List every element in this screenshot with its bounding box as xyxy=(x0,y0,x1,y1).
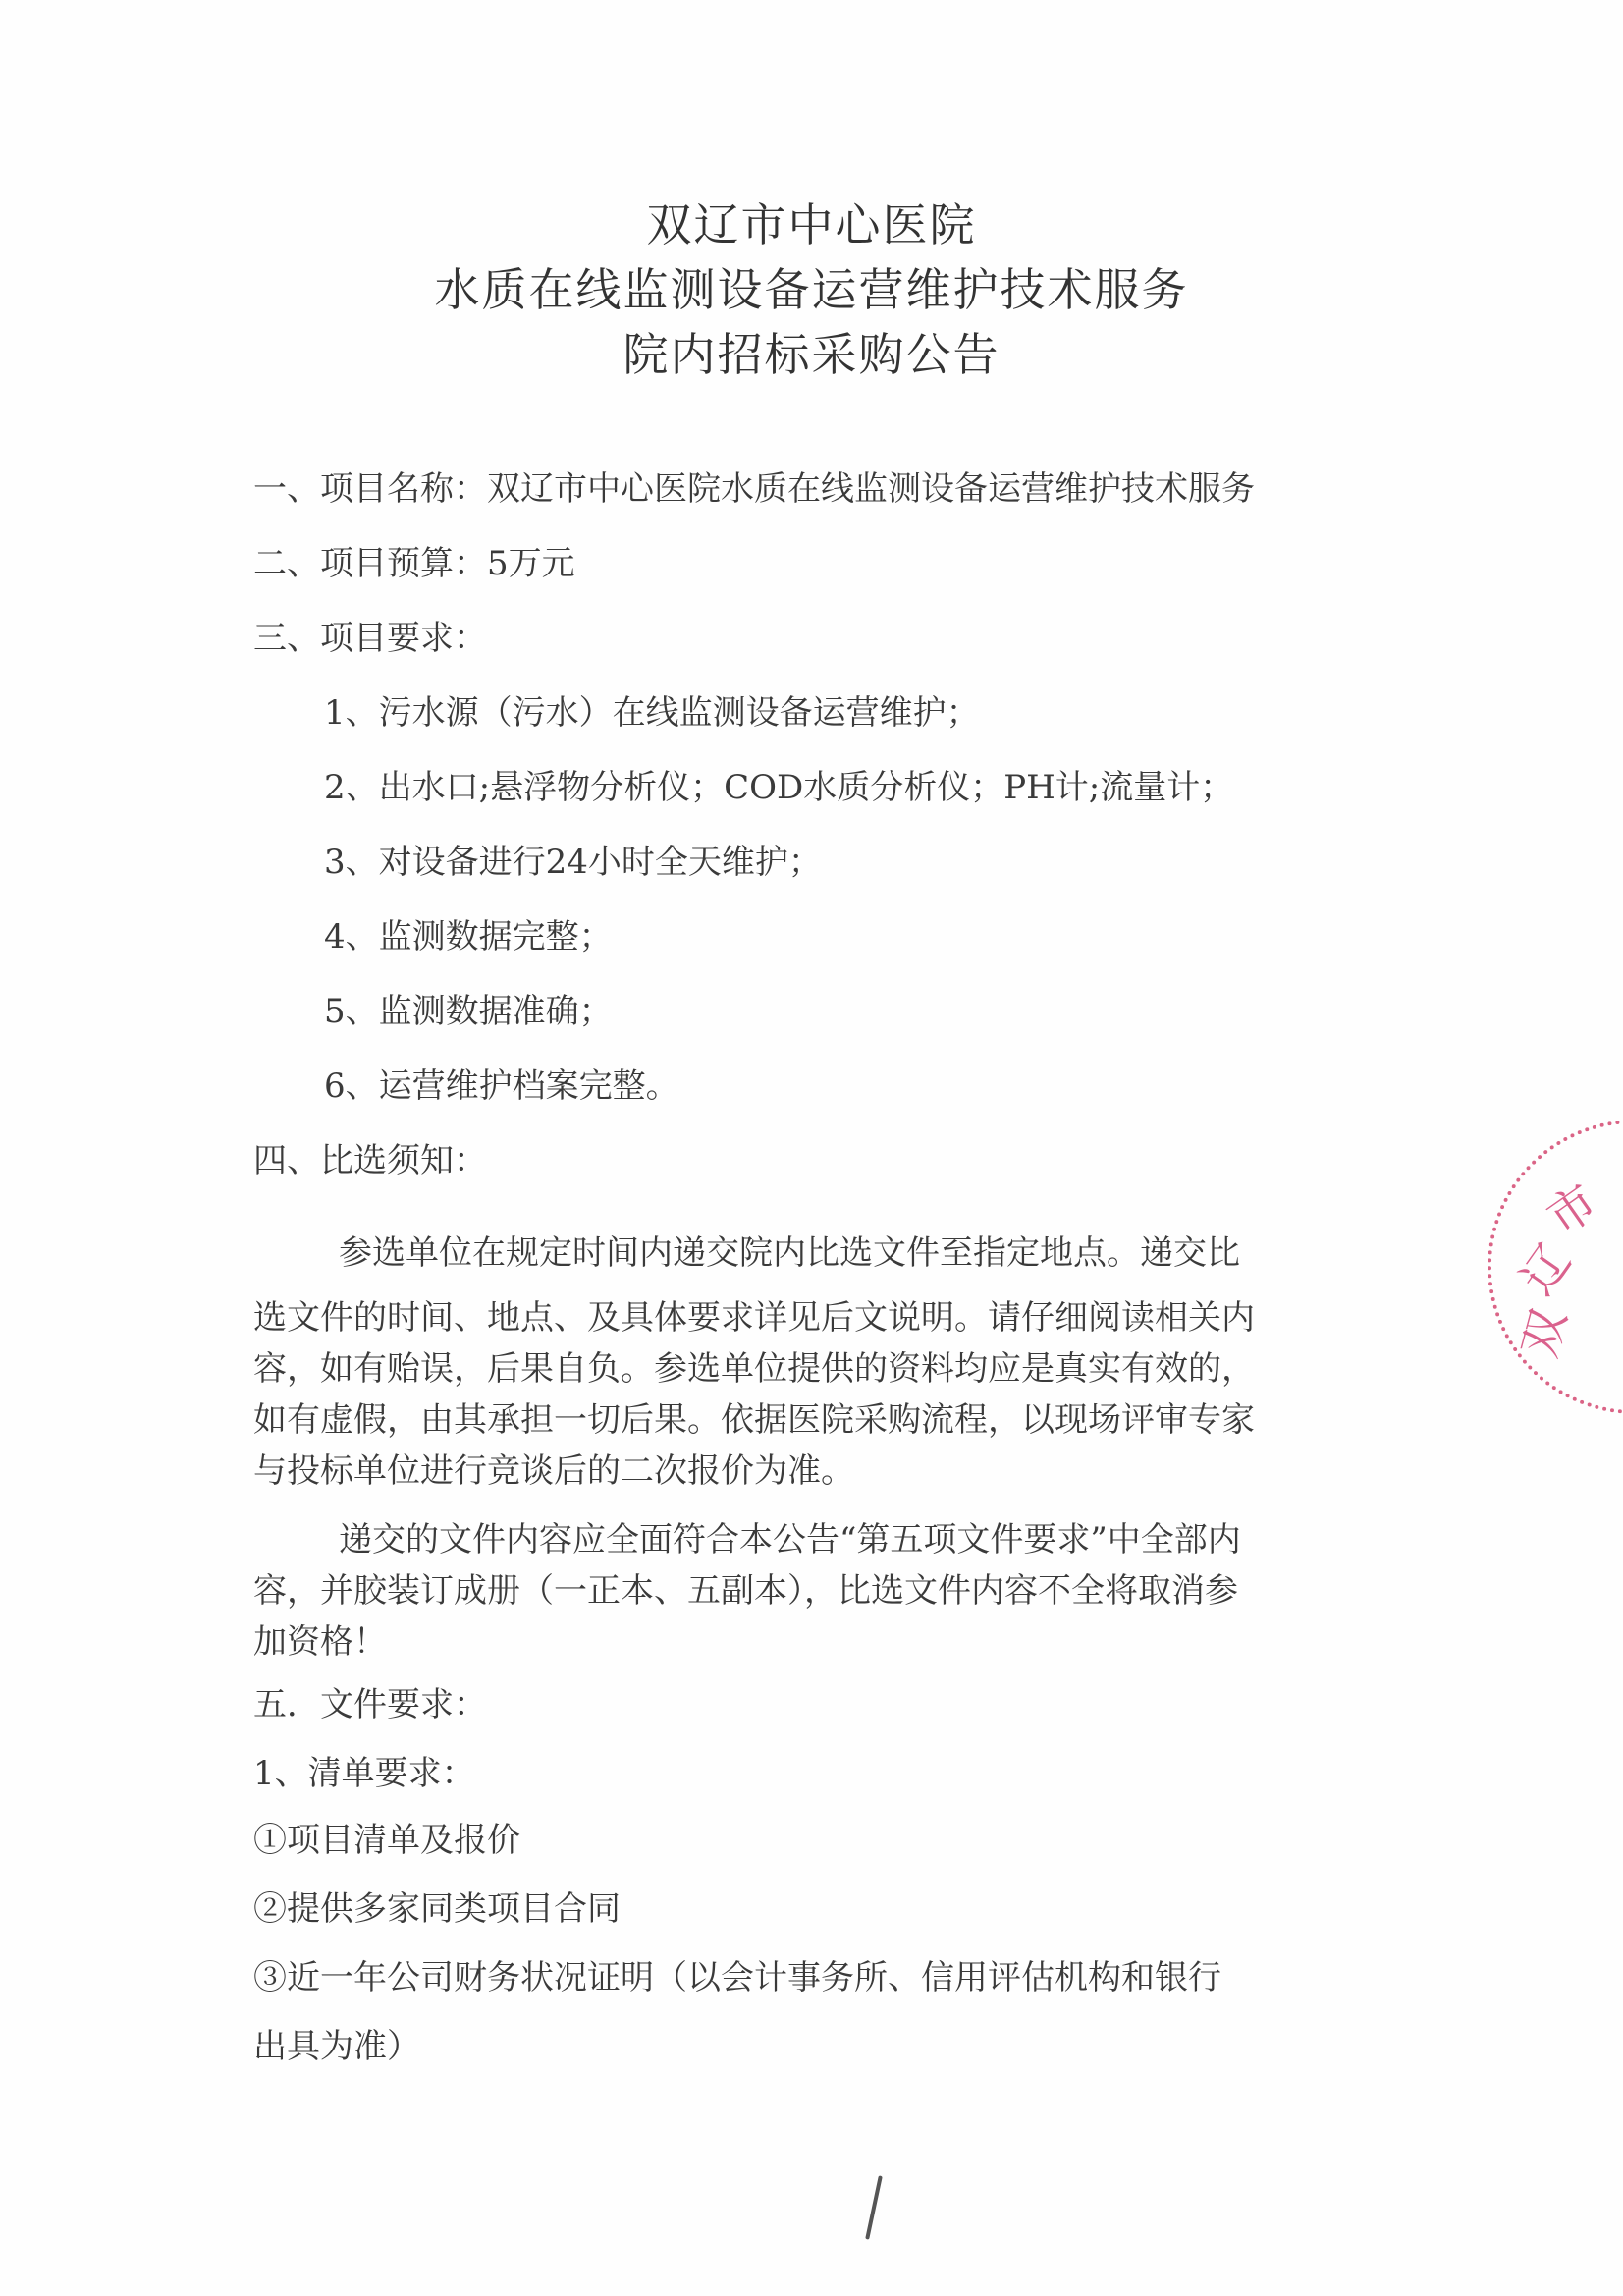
title-service-name: 水质在线监测设备运营维护技术服务 xyxy=(434,263,1189,316)
notice-paragraph-line: 参选单位在规定时间内递交院内比选文件至指定地点。递交比 xyxy=(339,1233,1240,1273)
section-requirements-heading: 三、项目要求： xyxy=(253,619,487,658)
requirement-item: 2、出水口;悬浮物分析仪；COD水质分析仪；PH计;流量计； xyxy=(324,768,1234,807)
subsection-list-requirements: 1、清单要求： xyxy=(253,1754,475,1793)
document-requirement-item: ①项目清单及报价 xyxy=(253,1821,520,1860)
section-document-requirements-heading: 五．文件要求： xyxy=(253,1685,487,1724)
title-hospital-name: 双辽市中心医院 xyxy=(646,198,977,251)
notice-paragraph-line: 递交的文件内容应全面符合本公告“第五项文件要求”中全部内 xyxy=(339,1520,1241,1559)
notice-paragraph-line: 如有虚假，由其承担一切后果。依据医院采购流程，以现场评审专家 xyxy=(253,1400,1255,1440)
section-bidding-notice-heading: 四、比选须知： xyxy=(253,1141,487,1180)
notice-paragraph-line: 与投标单位进行竞谈后的二次报价为准。 xyxy=(253,1451,854,1491)
requirement-item: 4、监测数据完整； xyxy=(324,917,613,957)
stamp-char: 市 xyxy=(1537,1174,1608,1246)
notice-paragraph-line: 容，如有贻误，后果自负。参选单位提供的资料均应是真实有效的， xyxy=(253,1349,1255,1389)
section-budget: 二、项目预算：5万元 xyxy=(253,544,575,583)
requirement-item: 3、对设备进行24小时全天维护； xyxy=(324,843,822,882)
pen-mark xyxy=(865,2175,883,2239)
notice-paragraph-line: 容，并胶装订成册（一正本、五副本），比选文件内容不全将取消参 xyxy=(253,1571,1238,1611)
title-announcement-type: 院内招标采购公告 xyxy=(622,328,1001,381)
document-requirement-item: 出具为准） xyxy=(253,2027,420,2066)
stamp-char: 辽 xyxy=(1509,1234,1583,1305)
requirement-item: 1、污水源（污水）在线监测设备运营维护； xyxy=(324,693,980,733)
notice-paragraph-line: 加资格！ xyxy=(253,1622,387,1662)
section-project-name: 一、项目名称：双辽市中心医院水质在线监测设备运营维护技术服务 xyxy=(253,469,1255,509)
notice-paragraph-line: 选文件的时间、地点、及具体要求详见后文说明。请仔细阅读相关内 xyxy=(253,1298,1255,1338)
document-title xyxy=(0,192,1623,387)
document-requirement-item: ②提供多家同类项目合同 xyxy=(253,1889,621,1929)
requirement-item: 6、运营维护档案完整。 xyxy=(324,1066,679,1106)
requirement-item: 5、监测数据准确； xyxy=(324,992,613,1031)
stamp-char: 双 xyxy=(1512,1303,1578,1364)
official-seal-stamp xyxy=(1488,1120,1623,1414)
document-requirement-item: ③近一年公司财务状况证明（以会计事务所、信用评估机构和银行 xyxy=(253,1958,1221,1997)
